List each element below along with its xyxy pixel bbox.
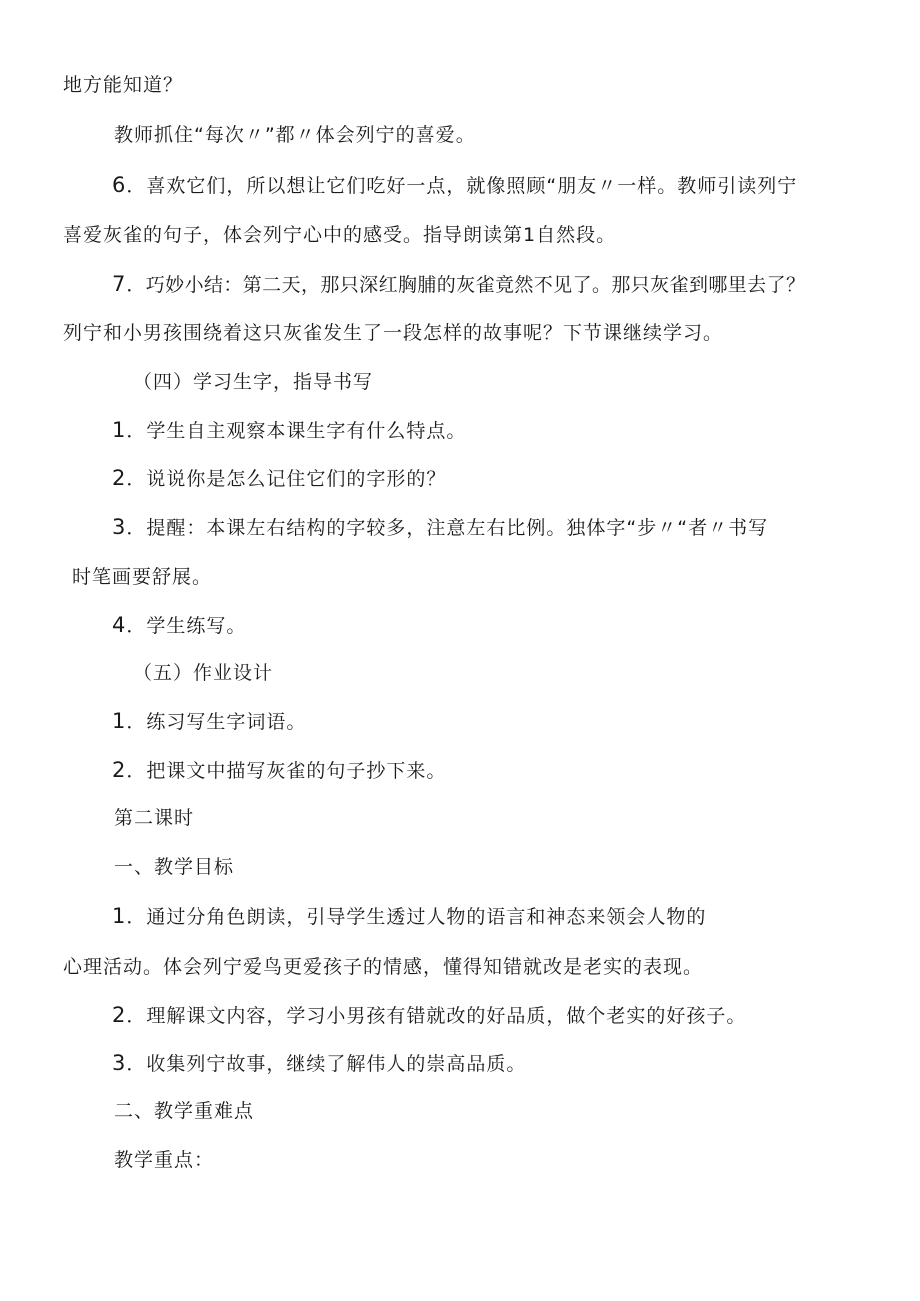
list-item: 2．把课文中描写灰雀的句子抄下来。	[112, 758, 447, 782]
item-number: 4	[112, 613, 127, 637]
list-item-line-2: 心理活动。体会列宁爱鸟更爱孩子的情感，懂得知错就改是老实的表现。	[63, 956, 704, 978]
text-line: 教师抓住“每次〃”都〃体会列宁的喜爱。	[114, 124, 476, 146]
list-item-6-line-2: 喜爱灰雀的句子，体会列宁心中的感受。指导朗读第1自然段。	[63, 224, 617, 246]
list-item: 3．收集列宁故事，继续了解伟人的崇高品质。	[112, 1051, 527, 1075]
item-number: 2	[112, 1003, 127, 1027]
list-item: 4．学生练写。	[112, 613, 247, 637]
list-item-7-line-1: 7．巧妙小结：第二天，那只深红胸脯的灰雀竟然不见了。那只灰雀到哪里去了？	[112, 272, 806, 296]
section-heading-5: （五）作业设计	[133, 662, 274, 684]
list-item: 2．理解课文内容，学习小男孩有错就改的好品质，做个老实的好孩子。	[112, 1003, 747, 1027]
list-item: 1．练习写生字词语。	[112, 709, 307, 733]
item-number: 1	[112, 904, 127, 928]
item-number: 6	[112, 173, 127, 197]
item-number: 1	[112, 709, 127, 733]
text-line: 地方能知道？	[63, 74, 184, 96]
item-number: 2	[112, 466, 127, 490]
list-item-line-1: 1．通过分角色朗读，引导学生透过人物的语言和神态来领会人物的	[112, 904, 707, 928]
list-item: 1．学生自主观察本课生字有什么特点。	[112, 418, 467, 442]
lesson-title: 第二课时	[114, 807, 195, 829]
list-item-7-line-2: 列宁和小男孩围绕着这只灰雀发生了一段怎样的故事呢？下节课继续学习。	[63, 322, 724, 344]
section-heading-key-points: 二、教学重难点	[114, 1100, 255, 1122]
item-number: 3	[112, 1051, 127, 1075]
item-number: 7	[112, 272, 127, 296]
list-item-6-line-1: 6．喜欢它们，所以想让它们吃好一点，就像照顾“朋友〃一样。教师引读列宁	[112, 173, 798, 197]
section-heading-objectives: 一、教学目标	[114, 856, 235, 878]
list-item-line-2: 时笔画要舒展。	[72, 566, 213, 588]
section-heading-4: （四）学习生字，指导书写	[133, 371, 374, 393]
item-number: 3	[112, 515, 127, 539]
subheading-key-point: 教学重点：	[114, 1149, 215, 1171]
item-number: 1	[112, 418, 127, 442]
item-number: 2	[112, 758, 127, 782]
list-item: 2．说说你是怎么记住它们的字形的？	[112, 466, 447, 490]
list-item-line-1: 3．提醒：本课左右结构的字较多，注意左右比例。独体字“步〃“者〃书写	[112, 515, 769, 539]
